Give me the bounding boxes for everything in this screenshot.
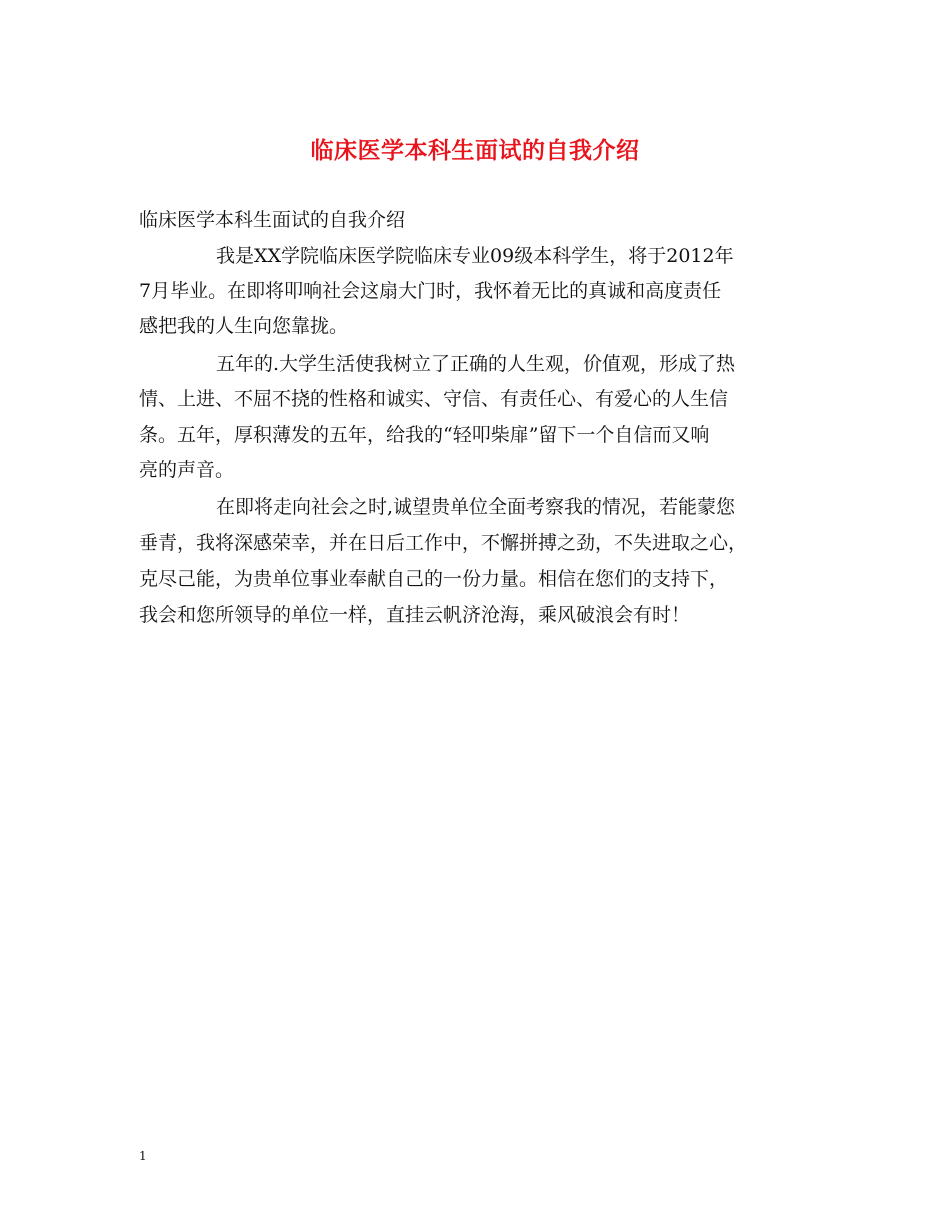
paragraph-3-line-3: 克尽己能，为贵单位事业奉献自己的一份力量。相信在您们的支持下， — [139, 568, 729, 590]
page-number: 1 — [139, 1149, 147, 1163]
paragraph-2-line-3: 条。五年，厚积薄发的五年，给我的“轻叩柴扉”留下一个自信而又响 — [139, 424, 710, 446]
paragraph-3-line-1: 在即将走向社会之时,诚望贵单位全面考察我的情况，若能蒙您 — [216, 496, 736, 518]
paragraph-2-line-4: 亮的声音。 — [139, 459, 235, 481]
paragraph-3-line-4: 我会和您所领导的单位一样，直挂云帆济沧海，乘风破浪会有时！ — [139, 604, 691, 626]
paragraph-3-line-2: 垂青，我将深感荣幸，并在日后工作中，不懈拼搏之劲，不失进取之心， — [139, 532, 748, 554]
paragraph-1-line-2: 7月毕业。在即将叩响社会这扇大门时，我怀着无比的真诚和高度责任 — [139, 280, 722, 302]
paragraph-2-line-2: 情、上进、不屈不挠的性格和诚实、守信、有责任心、有爱心的人生信 — [139, 388, 729, 410]
paragraph-1-line-1: 我是XX学院临床医学院临床专业09级本科学生，将于2012年 — [216, 245, 734, 267]
paragraph-2-line-1: 五年的.大学生活使我树立了正确的人生观，价值观，形成了热 — [216, 353, 736, 375]
document-title: 临床医学本科生面试的自我介绍 — [310, 137, 640, 164]
document-subtitle: 临床医学本科生面试的自我介绍 — [139, 209, 406, 231]
paragraph-1-line-3: 感把我的人生向您靠拢。 — [139, 315, 349, 337]
